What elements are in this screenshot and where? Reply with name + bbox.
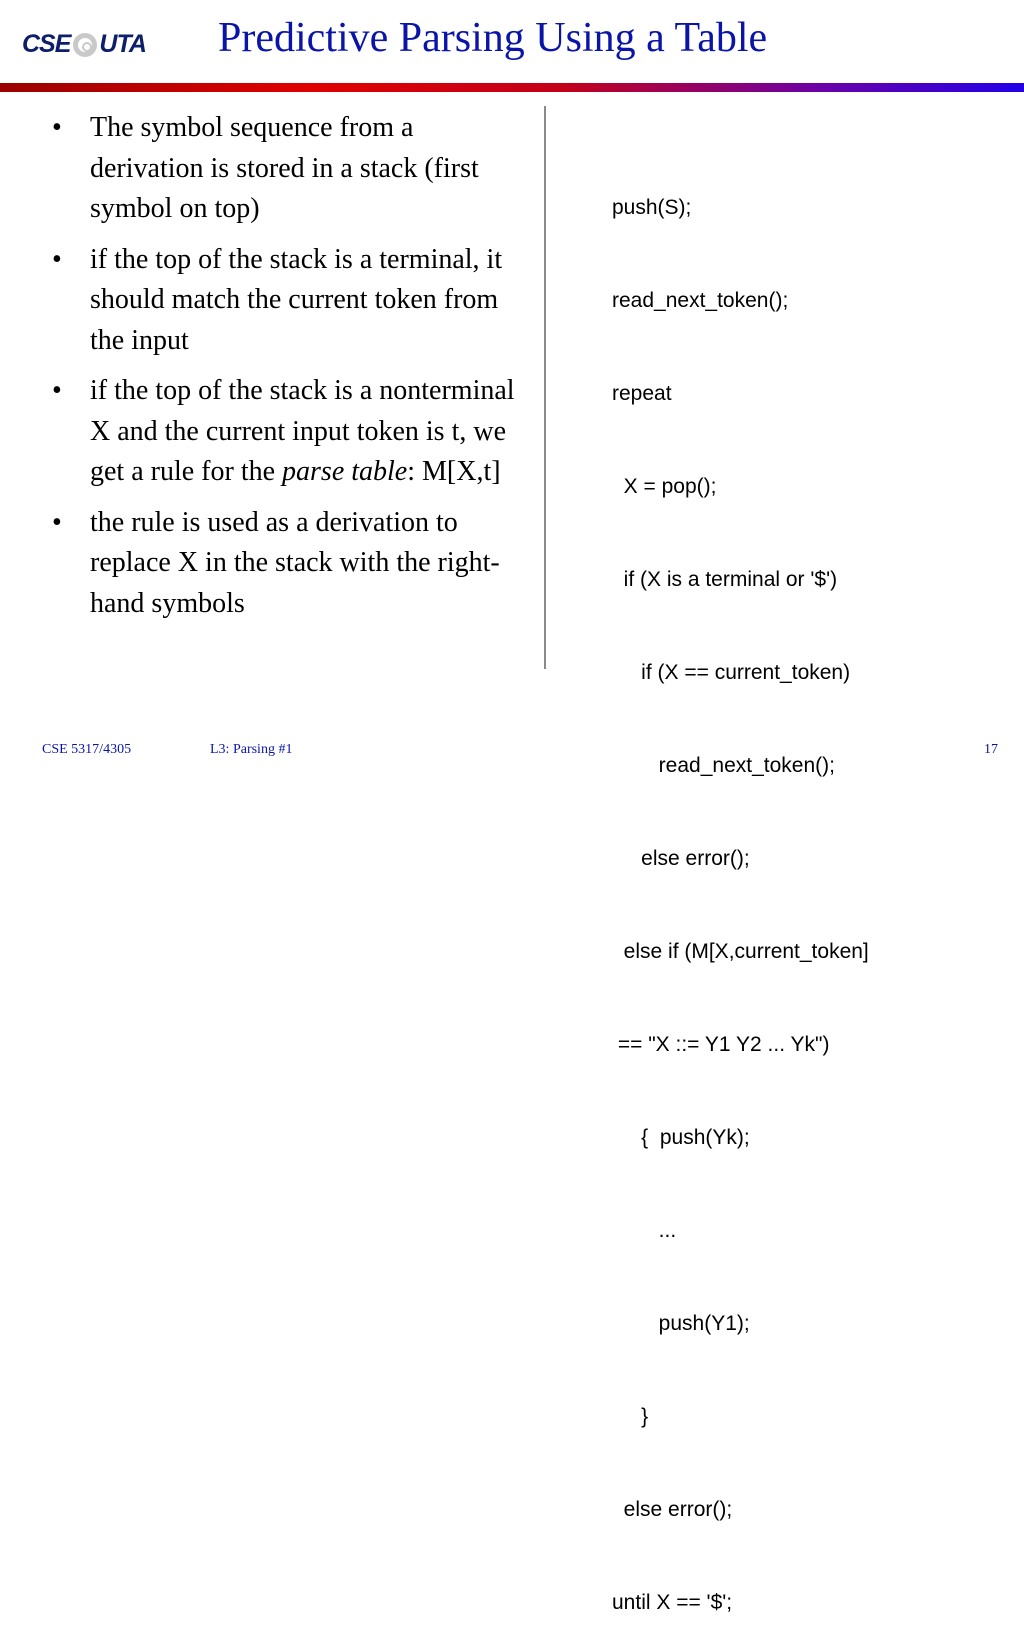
bullet-text: : M[X,t] (407, 456, 501, 487)
logo-ring-icon (73, 33, 97, 57)
code-line: X = pop(); (612, 475, 717, 498)
code-line: if (X == current_token) (612, 661, 851, 684)
code-line: ... (612, 1219, 677, 1242)
code-line: else error(); (612, 847, 750, 870)
bullet-item (48, 503, 518, 625)
title-underline-bar (0, 83, 1024, 92)
bullet-text: if the top of the stack is a terminal, it should match the current token from the input (90, 243, 503, 356)
bullet-text: the rule is used as a derivation to replace X in the stack with the right-hand symbols (90, 506, 500, 619)
bullet-item (48, 108, 518, 230)
code-line: else error(); (612, 1498, 733, 1521)
bullet-text: if the top of the stack is a nonterminal X and the current input token is t, we get a rule for the (90, 375, 515, 487)
code-line: repeat (612, 382, 672, 405)
code-line: { push(Yk); (612, 1126, 750, 1149)
code-line: push(Y1); (612, 1312, 750, 1335)
code-line: read_next_token(); (612, 754, 835, 777)
code-line: read_next_token(); (612, 289, 789, 312)
bullet-item (48, 371, 518, 493)
slide-title: Predictive Parsing Using a Table (218, 15, 768, 61)
bullet-item (48, 240, 518, 362)
pseudocode-block (612, 130, 869, 1649)
code-line: == "X ::= Y1 Y2 ... Yk") (612, 1033, 830, 1056)
code-line: else if (M[X,current_token] (612, 940, 869, 963)
code-line: } (612, 1405, 649, 1428)
logo-text-uta: UTA (99, 29, 146, 58)
code-line: if (X is a terminal or '$') (612, 568, 838, 591)
footer-course: CSE 5317/4305 (42, 742, 132, 757)
footer-lecture: L3: Parsing #1 (210, 742, 293, 757)
footer-page-number: 17 (984, 742, 998, 757)
logo-text-cse: CSE (22, 29, 71, 58)
bullet-emphasis: parse table (282, 456, 408, 487)
code-line: until X == '$'; (612, 1591, 733, 1614)
bullet-text: The symbol sequence from a derivation is stored in a stack (first symbol on top) (90, 112, 479, 224)
bullet-list (48, 108, 518, 634)
column-divider (544, 106, 546, 669)
cse-uta-logo (22, 26, 172, 62)
code-line: push(S); (612, 196, 692, 219)
